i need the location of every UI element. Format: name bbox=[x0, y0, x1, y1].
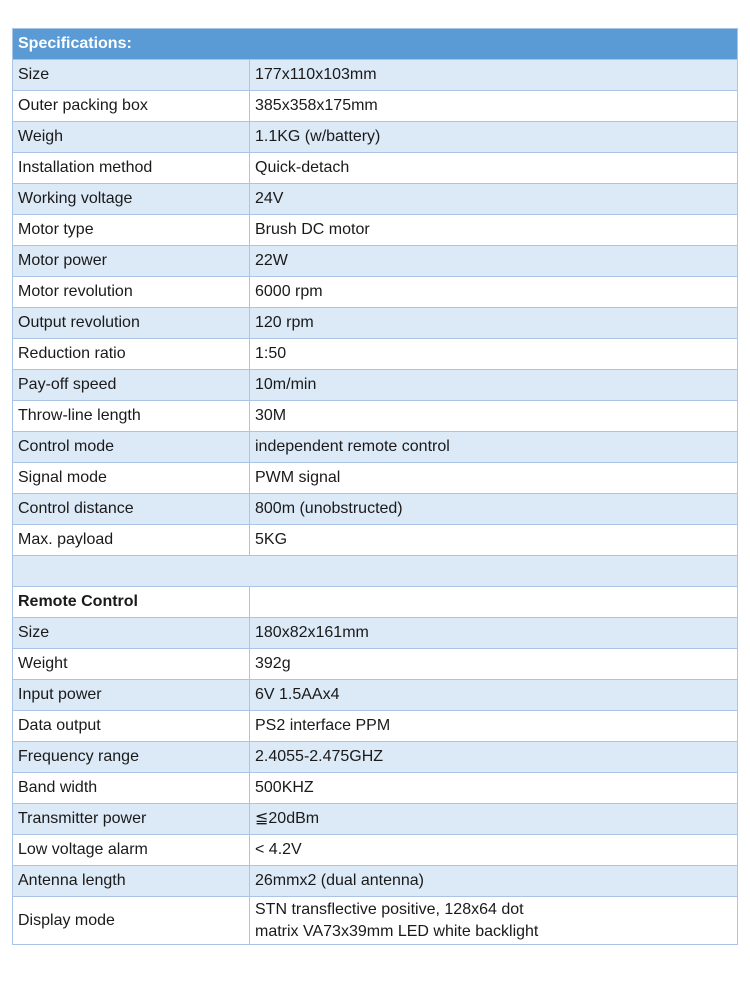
spec-value-line: matrix VA73x39mm LED white backlight bbox=[255, 922, 539, 940]
spec-label: Display mode bbox=[13, 897, 250, 945]
spec-label: Control distance bbox=[13, 494, 250, 525]
table-row bbox=[13, 153, 738, 184]
spec-value: 1:50 bbox=[250, 339, 738, 370]
spacer-row bbox=[13, 556, 738, 587]
spec-value: Quick-detach bbox=[250, 153, 738, 184]
table-row bbox=[13, 618, 738, 649]
spec-value: ≦20dBm bbox=[250, 804, 738, 835]
spec-value-line: STN transflective positive, 128x64 dot bbox=[255, 900, 524, 918]
spec-label: Band width bbox=[13, 773, 250, 804]
table-row bbox=[13, 91, 738, 122]
spec-value bbox=[250, 897, 738, 945]
specifications-table bbox=[12, 28, 738, 945]
spec-label: Motor power bbox=[13, 246, 250, 277]
table-row bbox=[13, 370, 738, 401]
spec-value: 1.1KG (w/battery) bbox=[250, 122, 738, 153]
spec-value: 385x358x175mm bbox=[250, 91, 738, 122]
spec-label: Size bbox=[13, 618, 250, 649]
spec-value: 10m/min bbox=[250, 370, 738, 401]
table-row bbox=[13, 680, 738, 711]
spec-value: 500KHZ bbox=[250, 773, 738, 804]
spec-label: Throw-line length bbox=[13, 401, 250, 432]
spec-value: 24V bbox=[250, 184, 738, 215]
table-row bbox=[13, 122, 738, 153]
spec-value: 26mmx2 (dual antenna) bbox=[250, 866, 738, 897]
table-row bbox=[13, 866, 738, 897]
table-row bbox=[13, 494, 738, 525]
spacer-cell bbox=[13, 556, 738, 587]
spec-label: Size bbox=[13, 60, 250, 91]
spec-value: 30M bbox=[250, 401, 738, 432]
specifications-heading: Specifications: bbox=[13, 29, 738, 60]
section-empty-cell bbox=[250, 587, 738, 618]
spec-label: Working voltage bbox=[13, 184, 250, 215]
spec-label: Pay-off speed bbox=[13, 370, 250, 401]
table-row bbox=[13, 246, 738, 277]
spec-label: Transmitter power bbox=[13, 804, 250, 835]
spec-label: Motor type bbox=[13, 215, 250, 246]
table-row bbox=[13, 215, 738, 246]
spec-value: 2.4055-2.475GHZ bbox=[250, 742, 738, 773]
spec-label: Signal mode bbox=[13, 463, 250, 494]
spec-label: Output revolution bbox=[13, 308, 250, 339]
table-row bbox=[13, 649, 738, 680]
spec-label: Low voltage alarm bbox=[13, 835, 250, 866]
spec-label: Max. payload bbox=[13, 525, 250, 556]
section-title: Remote Control bbox=[13, 587, 250, 618]
table-row bbox=[13, 804, 738, 835]
table-row bbox=[13, 277, 738, 308]
spec-label: Control mode bbox=[13, 432, 250, 463]
spec-value: 5KG bbox=[250, 525, 738, 556]
spec-label: Antenna length bbox=[13, 866, 250, 897]
spec-value: PWM signal bbox=[250, 463, 738, 494]
spec-label: Reduction ratio bbox=[13, 339, 250, 370]
spec-value: PS2 interface PPM bbox=[250, 711, 738, 742]
spec-value: 177x110x103mm bbox=[250, 60, 738, 91]
table-row bbox=[13, 432, 738, 463]
section-row bbox=[13, 587, 738, 618]
spec-value: independent remote control bbox=[250, 432, 738, 463]
spec-value: Brush DC motor bbox=[250, 215, 738, 246]
spec-label: Weight bbox=[13, 649, 250, 680]
table-row bbox=[13, 60, 738, 91]
table-row bbox=[13, 711, 738, 742]
spec-value: 180x82x161mm bbox=[250, 618, 738, 649]
table-row bbox=[13, 742, 738, 773]
spec-value: 6000 rpm bbox=[250, 277, 738, 308]
spec-label: Frequency range bbox=[13, 742, 250, 773]
spec-label: Installation method bbox=[13, 153, 250, 184]
table-row bbox=[13, 835, 738, 866]
spec-value: < 4.2V bbox=[250, 835, 738, 866]
table-header-row bbox=[13, 29, 738, 60]
spec-value: 392g bbox=[250, 649, 738, 680]
table-row bbox=[13, 897, 738, 945]
spec-value: 800m (unobstructed) bbox=[250, 494, 738, 525]
spec-label: Input power bbox=[13, 680, 250, 711]
table-row bbox=[13, 525, 738, 556]
spec-label: Motor revolution bbox=[13, 277, 250, 308]
table-row bbox=[13, 339, 738, 370]
spec-value: 22W bbox=[250, 246, 738, 277]
spec-label: Outer packing box bbox=[13, 91, 250, 122]
table-row bbox=[13, 463, 738, 494]
spec-label: Weigh bbox=[13, 122, 250, 153]
spec-value: 120 rpm bbox=[250, 308, 738, 339]
table-row bbox=[13, 401, 738, 432]
spec-label: Data output bbox=[13, 711, 250, 742]
spec-value: 6V 1.5AAx4 bbox=[250, 680, 738, 711]
specifications-body bbox=[13, 29, 738, 945]
table-row bbox=[13, 308, 738, 339]
table-row bbox=[13, 773, 738, 804]
table-row bbox=[13, 184, 738, 215]
